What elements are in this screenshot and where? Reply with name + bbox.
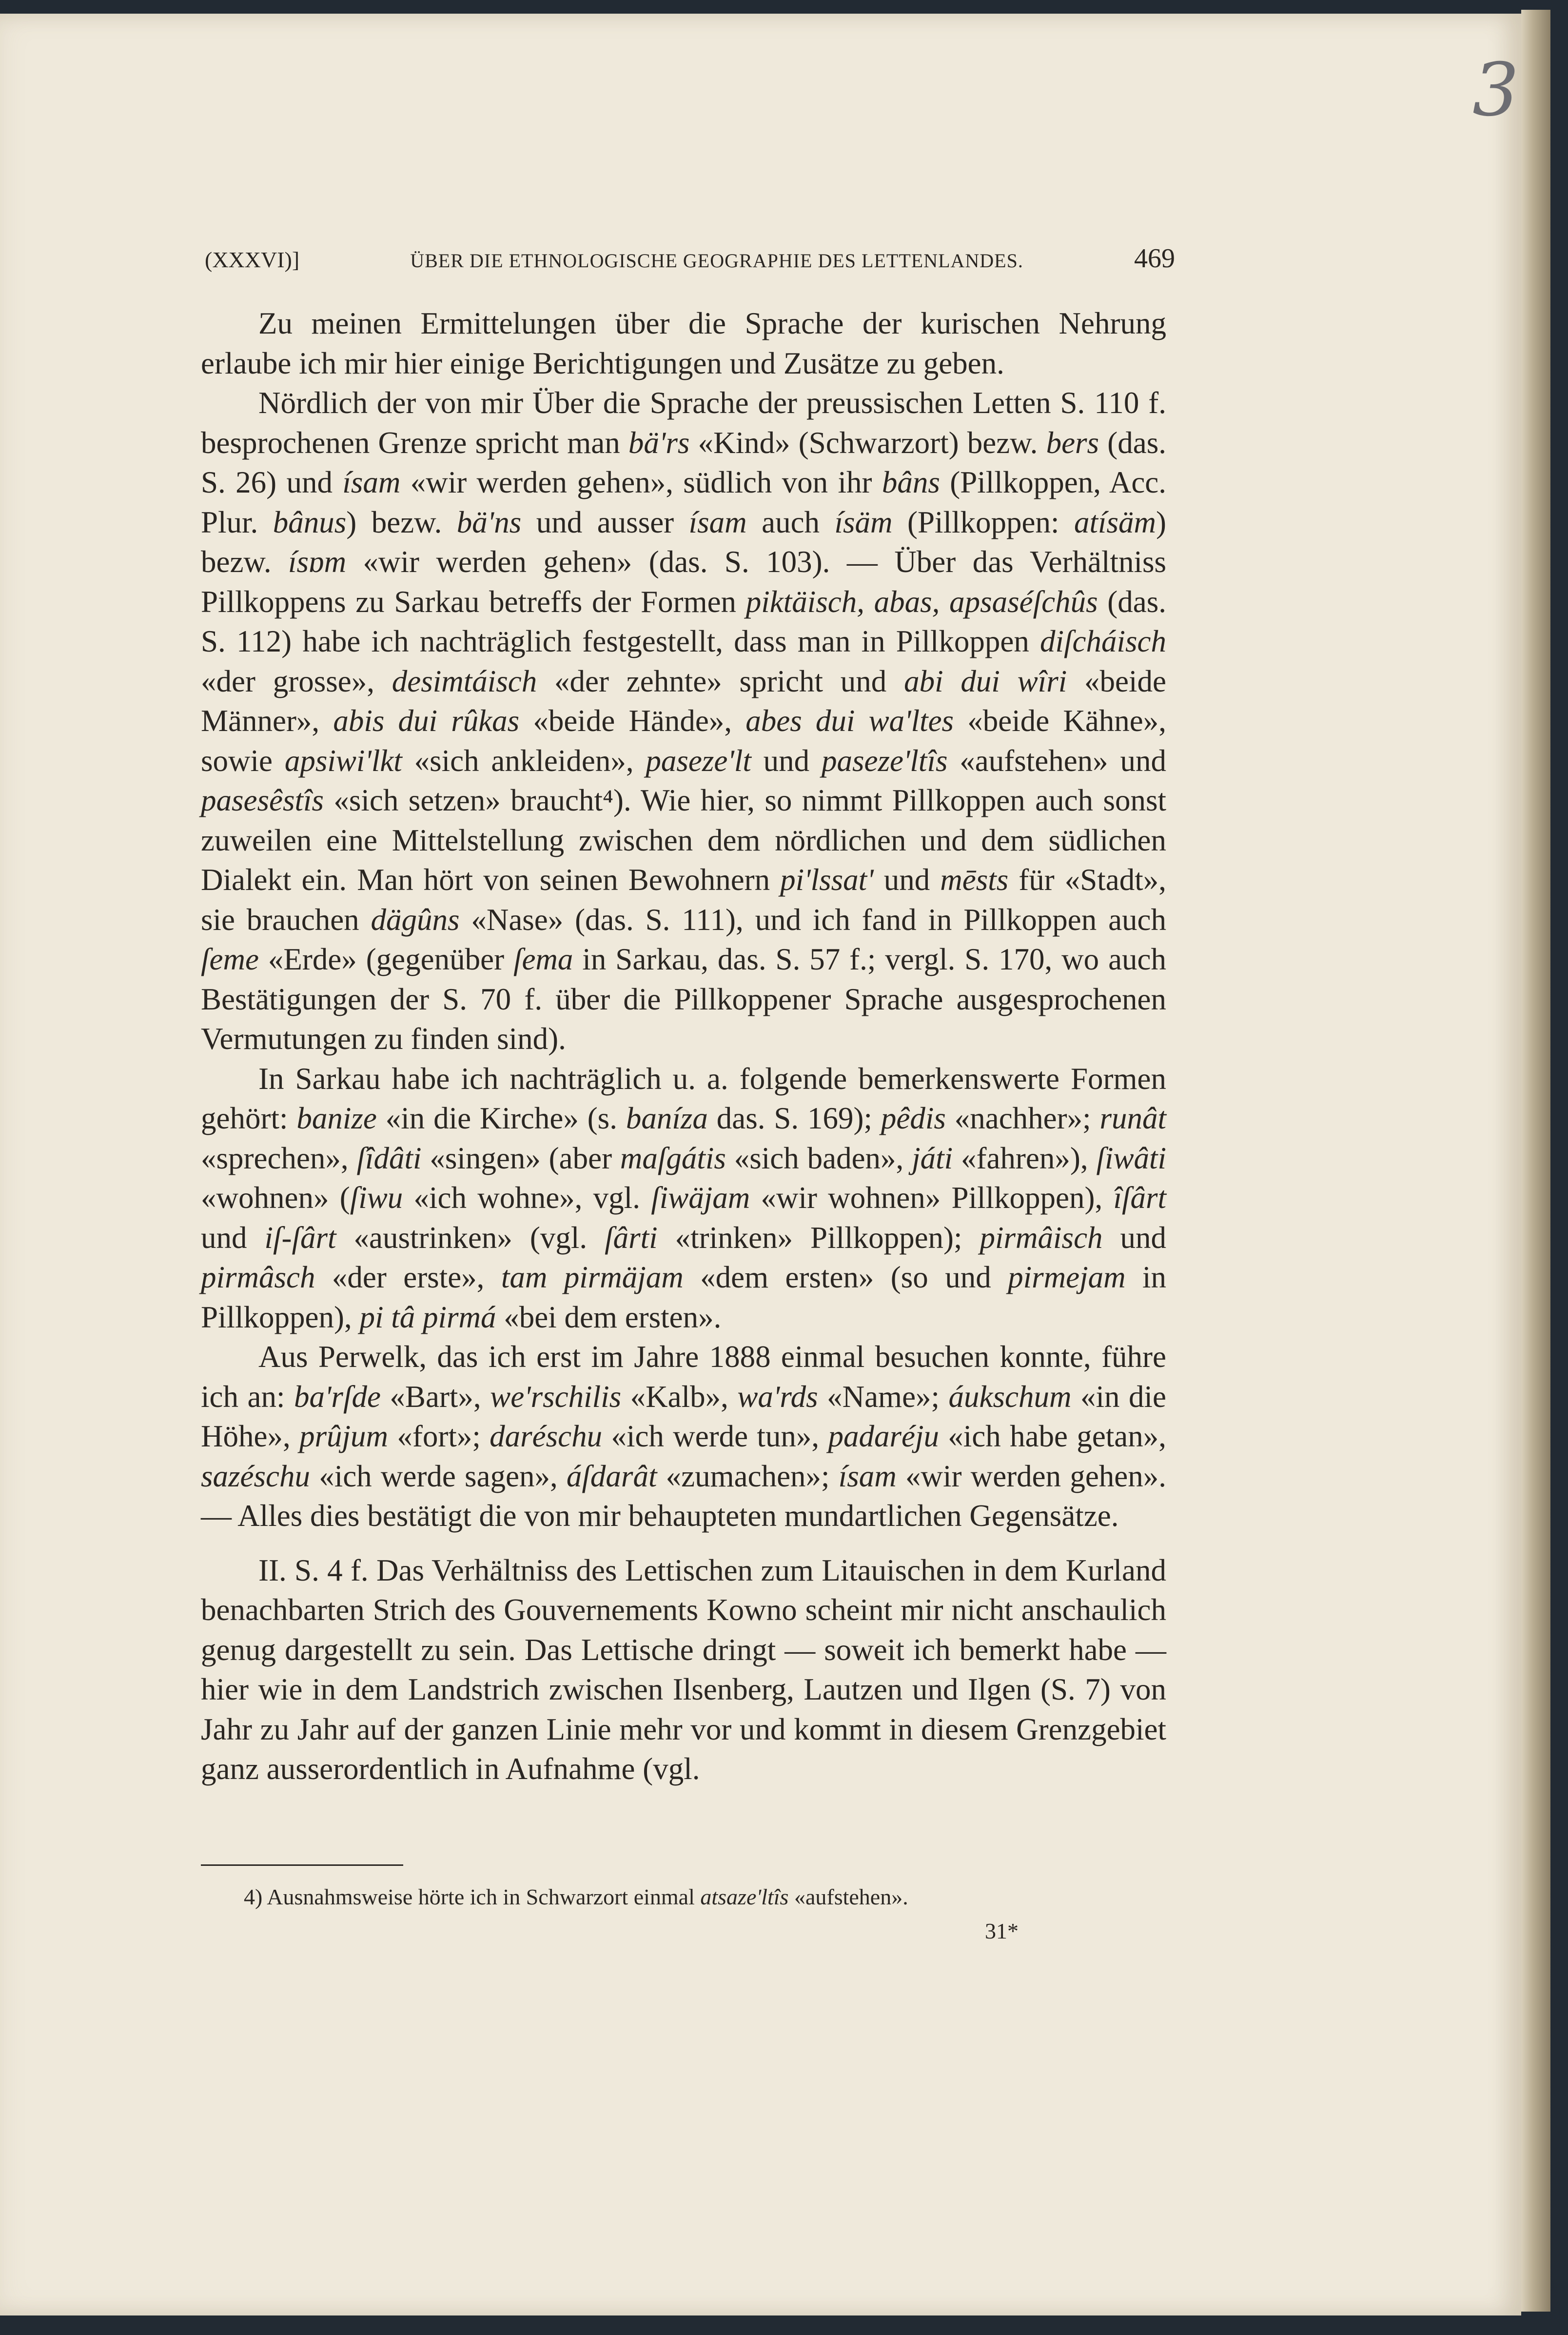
- header-section-label: (XXXVI)]: [205, 247, 300, 272]
- text-run: «bei dem ersten».: [496, 1300, 722, 1334]
- italic-term: ſema: [513, 942, 573, 976]
- handwritten-page-number: 3: [1472, 48, 1519, 133]
- italic-term: ísäm: [834, 505, 893, 539]
- italic-term: ba'rſde: [294, 1379, 381, 1414]
- paragraph-5: [201, 1551, 1166, 1789]
- italic-term: maſgátis: [620, 1141, 726, 1175]
- italic-term: pasesêstîs: [201, 783, 324, 817]
- text-run: «nachher»;: [945, 1101, 1100, 1135]
- italic-term: ſiwäjam: [651, 1181, 750, 1215]
- italic-term: ísam: [342, 465, 401, 499]
- italic-term: pirmejam: [1008, 1260, 1126, 1294]
- italic-term: pi'lssat': [780, 863, 874, 897]
- text-run: «trinken» Pillkoppen);: [657, 1220, 980, 1255]
- text-run: ) bezw.: [346, 505, 457, 539]
- text-run: und: [1102, 1220, 1167, 1255]
- running-header: [205, 243, 1175, 274]
- text-run: ) bezw.: [201, 505, 1166, 579]
- text-run: und: [873, 863, 941, 897]
- italic-term: ſârti: [605, 1220, 658, 1255]
- italic-term: bâns: [882, 465, 940, 499]
- italic-term: pêdis: [881, 1101, 946, 1135]
- text-run: und: [751, 743, 822, 778]
- text-run: Nördlich der von mir Über die Sprache der preussischen Letten S. 110 f. besprochenen Grenze spricht man: [201, 386, 1166, 460]
- paragraph-2: [201, 383, 1166, 1059]
- italic-term: îſârt: [1113, 1181, 1166, 1215]
- italic-term: pirmâsch: [201, 1260, 315, 1294]
- text-run: (Pillkoppen, Acc. Plur.: [201, 465, 1166, 539]
- text-run: «ich habe getan»,: [939, 1419, 1166, 1453]
- text-run: «austrinken» (vgl.: [336, 1220, 605, 1255]
- italic-term: paseze'ltîs: [822, 743, 948, 778]
- paragraph-1: [201, 304, 1166, 383]
- italic-term: abis dui rûkas: [333, 704, 520, 738]
- text-run: «wir werden gehen», südlich von ihr: [400, 465, 882, 499]
- text-run: In Sarkau habe ich nachträglich u. a. folgende bemerkenswerte Formen gehört:: [201, 1061, 1166, 1135]
- body-text: [201, 304, 1166, 1789]
- italic-term: ísam: [688, 505, 747, 539]
- text-run: «sich setzen» braucht⁴). Wie hier, so nimmt Pillkoppen auch sonst zuweilen eine Mittelstellung zwischen dem nördlichen und dem südlichen Dialekt ein. Man hört von seinen Bewohnern: [201, 783, 1166, 897]
- italic-term: játi: [912, 1141, 953, 1175]
- italic-term: ísɒm: [288, 545, 347, 579]
- book-page: [0, 14, 1521, 2315]
- italic-term: runât: [1099, 1101, 1167, 1135]
- italic-term: áſdarât: [566, 1459, 657, 1493]
- text-run: «sich ankleiden»,: [402, 743, 646, 778]
- text-run: «der grosse»,: [201, 664, 392, 698]
- italic-term: bânus: [273, 505, 347, 539]
- italic-term: mēsts: [940, 863, 1009, 897]
- text-run: «aufstehen» und: [947, 743, 1166, 778]
- text-run: «beide Männer»,: [201, 664, 1166, 738]
- text-run: «beide Kähne», sowie: [201, 704, 1166, 778]
- italic-term: desimtáisch: [392, 664, 537, 698]
- paragraph-3: [201, 1059, 1166, 1338]
- text-run: auch: [746, 505, 835, 539]
- italic-term: ſiwu: [350, 1181, 403, 1215]
- page-edge: [1521, 10, 1550, 2312]
- text-run: «wir werden gehen» (das. S. 103). — Über das Verhältniss Pillkoppens zu Sarkau betreffs der Formen: [201, 545, 1166, 619]
- text-run: 4) Ausnahmsweise hörte ich in Schwarzort einmal: [244, 1884, 701, 1909]
- text-run: «ich werde sagen»,: [310, 1459, 567, 1493]
- footnote-rule: [201, 1864, 403, 1866]
- italic-term: diſcháisch: [1040, 624, 1166, 658]
- italic-term: ſîdâti: [356, 1141, 422, 1175]
- text-run: «ich wohne», vgl.: [403, 1181, 651, 1215]
- text-run: «aufstehen».: [788, 1884, 908, 1909]
- text-run: «ich werde tun»,: [602, 1419, 828, 1453]
- italic-term: áukschum: [948, 1379, 1072, 1414]
- italic-term: iſ-ſârt: [264, 1220, 336, 1255]
- italic-term: ſiwâti: [1096, 1141, 1166, 1175]
- paragraph-4: [201, 1337, 1166, 1536]
- text-run: «dem ersten» (so und: [683, 1260, 1008, 1294]
- page-number: 469: [1134, 243, 1175, 274]
- italic-term: bers: [1046, 425, 1099, 460]
- text-run: «beide Hände»,: [519, 704, 746, 738]
- text-run: «Nase» (das. S. 111), und ich fand in Pillkoppen auch: [459, 902, 1166, 937]
- italic-term: pi tâ pirmá: [359, 1300, 496, 1334]
- text-run: «sprechen»,: [201, 1141, 357, 1175]
- text-run: und ausser: [521, 505, 689, 539]
- text-run: «wir werden gehen». — Alles dies bestätigt die von mir behaupteten mundartlichen Gegensätze.: [201, 1459, 1166, 1533]
- text-run: für «Stadt», sie brauchen: [201, 863, 1167, 937]
- italic-term: dägûns: [371, 902, 460, 937]
- italic-term: tam pirmäjam: [501, 1260, 684, 1294]
- italic-term: paseze'lt: [646, 743, 751, 778]
- header-title: ÜBER DIE ETHNOLOGISCHE GEOGRAPHIE DES LETTENLANDES.: [410, 250, 1023, 272]
- italic-term: abi dui wîri: [904, 664, 1067, 698]
- italic-term: wa'rds: [737, 1379, 818, 1414]
- text-run: «Erde» (gegenüber: [258, 942, 513, 976]
- text-run: «wohnen» (: [201, 1181, 350, 1215]
- text-run: und: [201, 1220, 265, 1255]
- italic-term: padaréju: [828, 1419, 939, 1453]
- italic-term: bä'rs: [628, 425, 690, 460]
- italic-term: banize: [296, 1101, 377, 1135]
- text-run: «sich baden»,: [725, 1141, 912, 1175]
- italic-term: sazéschu: [201, 1459, 310, 1493]
- text-run: «der erste»,: [315, 1260, 501, 1294]
- italic-term: ísam: [838, 1459, 897, 1493]
- italic-term: pirmâisch: [980, 1220, 1103, 1255]
- text-run: «zumachen»;: [657, 1459, 839, 1493]
- text-run: in Pillkoppen),: [201, 1260, 1166, 1334]
- text-run: (das. S. 26) und: [201, 425, 1166, 499]
- text-run: «in die Höhe»,: [201, 1379, 1166, 1453]
- text-run: (Pillkoppen:: [892, 505, 1074, 539]
- italic-term: prûjum: [299, 1419, 389, 1453]
- italic-term: baníza: [626, 1101, 708, 1135]
- text-run: «fahren»),: [953, 1141, 1097, 1175]
- signature-mark: 31*: [985, 1919, 1019, 1943]
- text-run: «der zehnte» spricht und: [537, 664, 904, 698]
- italic-term: piktäisch, abas, apsaséſchûs: [745, 584, 1098, 619]
- italic-term: atísäm: [1074, 505, 1156, 539]
- italic-term: we'rschilis: [490, 1379, 622, 1414]
- text-run: «wir wohnen» Pillkoppen),: [750, 1181, 1114, 1215]
- text-run: «in die Kirche» (s.: [376, 1101, 626, 1135]
- footnote: [244, 1884, 1170, 1910]
- text-run: «Name»;: [818, 1379, 949, 1414]
- text-run: «fort»;: [388, 1419, 490, 1453]
- italic-term: atsaze'ltîs: [700, 1884, 789, 1909]
- text-run: in Sarkau, das. S. 57 f.; vergl. S. 170, wo auch Bestätigungen der S. 70 f. über die Pillkoppener Sprache ausgesprochenen Vermutungen zu finden sind).: [201, 942, 1166, 1056]
- text-run: «Kind» (Schwarzort) bezw.: [689, 425, 1046, 460]
- text-run: «Bart»,: [380, 1379, 490, 1414]
- text-run: das. S. 169);: [707, 1101, 881, 1135]
- italic-term: ſeme: [201, 942, 259, 976]
- text-run: Zu meinen Ermittelungen über die Sprache der kurischen Nehrung erlaube ich mir hier einige Berichtigungen und Zusätze zu geben.: [201, 306, 1166, 380]
- text-run: (das. S. 112) habe ich nachträglich festgestellt, dass man in Pillkoppen: [201, 584, 1166, 658]
- text-run: II. S. 4 f. Das Verhältniss des Lettischen zum Litauischen in dem Kurland benachbarten Strich des Gouvernements Kowno scheint mir nicht anschaulich genug dargestellt zu sein. Das Lettische dringt — soweit ich bemerkt habe — hier wie in dem Landstrich zwischen Ilsenberg, Lautzen und Ilgen (S. 7) von Jahr zu Jahr auf der ganzen Linie mehr vor und kommt in diesem Grenzgebiet ganz ausserordentlich in Aufnahme (vgl.: [201, 1553, 1166, 1786]
- italic-term: abes dui wa'ltes: [745, 704, 954, 738]
- italic-term: daréschu: [490, 1419, 603, 1453]
- text-run: «singen» (aber: [421, 1141, 620, 1175]
- text-run: «Kalb»,: [621, 1379, 738, 1414]
- italic-term: bä'ns: [456, 505, 522, 539]
- text-run: Aus Perwelk, das ich erst im Jahre 1888 einmal besuchen konnte, führe ich an:: [201, 1340, 1166, 1414]
- italic-term: apsiwi'lkt: [284, 743, 402, 778]
